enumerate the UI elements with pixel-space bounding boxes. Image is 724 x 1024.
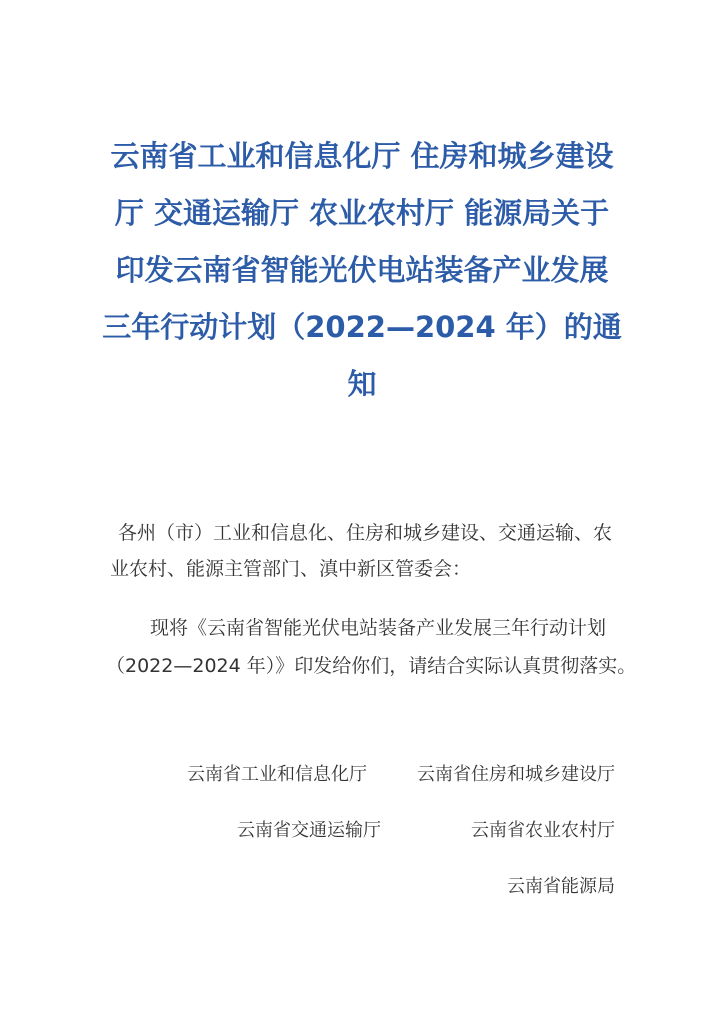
signatory-row xyxy=(110,813,615,869)
signatories xyxy=(110,757,615,925)
title-line: 云南省工业和信息化厅 住房和城乡建设 xyxy=(110,139,614,173)
signatory-name: 云南省工业和信息化厅 xyxy=(187,764,367,785)
title-line: 三年行动计划（2022—2024 年）的通 xyxy=(102,310,622,344)
signatory-row xyxy=(110,869,615,925)
signatory-name: 云南省交通运输厅 xyxy=(237,820,381,841)
salutation-line: 业农村、能源主管部门、滇中新区管委会： xyxy=(110,558,472,580)
signatory-row xyxy=(110,757,615,813)
signatory-name: 云南省农业农村厅 xyxy=(471,820,615,841)
title-line: 知 xyxy=(347,367,377,401)
body-line: 现将《云南省智能光伏电站装备产业发展三年行动计划 xyxy=(150,617,607,639)
signatory-name: 云南省住房和城乡建设厅 xyxy=(417,764,615,785)
body-line: （2022—2024 年）》印发给你们，请结合实际认真贯彻落实。 xyxy=(106,655,637,677)
salutation xyxy=(110,515,622,587)
body-paragraph xyxy=(106,609,640,685)
salutation-line: 各州（市）工业和信息化、住房和城乡建设、交通运输、农 xyxy=(118,522,613,544)
title-line: 厅 交通运输厅 农业农村厅 能源局关于 xyxy=(114,196,610,230)
title-line: 印发云南省智能光伏电站装备产业发展 xyxy=(115,253,609,287)
signatory-name: 云南省能源局 xyxy=(507,876,615,897)
document-title xyxy=(100,128,624,413)
